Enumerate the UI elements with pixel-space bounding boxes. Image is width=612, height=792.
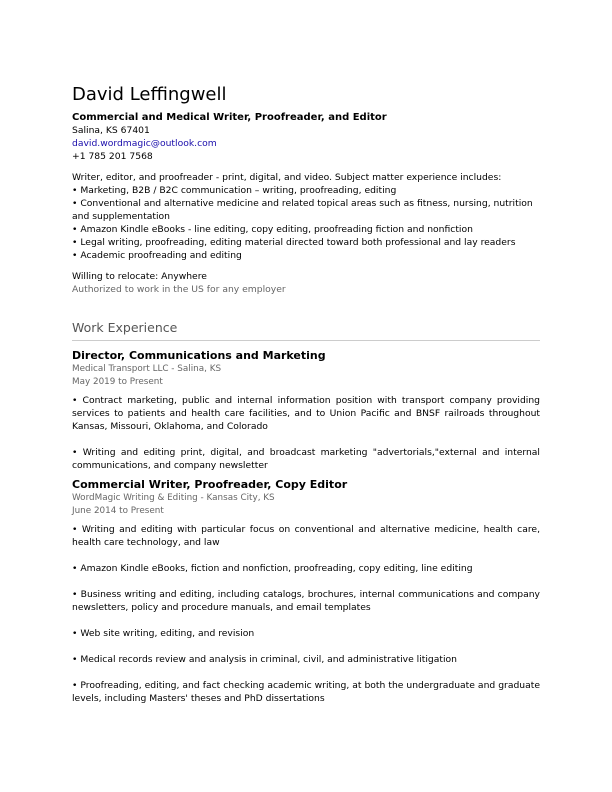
summary-item: • Conventional and alternative medicine and related topical areas such as fitness, nursing, nutrition and supplementation: [72, 198, 533, 222]
job-description: [72, 394, 540, 472]
candidate-headline: Commercial and Medical Writer, Proofreader, and Editor: [72, 112, 387, 123]
job-company: Medical Transport LLC - Salina, KS: [72, 364, 222, 374]
job-dates: May 2019 to Present: [72, 377, 163, 387]
summary-intro: Writer, editor, and proofreader - print, digital, and video. Subject matter experience includes:: [72, 172, 502, 183]
summary-item: • Academic proofreading and editing: [72, 250, 242, 261]
summary-section: [72, 171, 540, 262]
job-bullet: • Amazon Kindle eBooks, fiction and nonfiction, proofreading, copy editing, line editing: [72, 563, 473, 574]
job-company: WordMagic Writing & Editing - Kansas City, KS: [72, 493, 275, 503]
candidate-phone: +1 785 201 7568: [72, 151, 153, 162]
summary-item: • Amazon Kindle eBooks - line editing, copy editing, proofreading fiction and nonfiction: [72, 224, 473, 235]
job-description: [72, 523, 540, 705]
job-bullet: • Web site writing, editing, and revision: [72, 628, 255, 639]
job-bullet: • Contract marketing, public and internal information position with transport company providing services to patients and health care facilities, and to Union Pacific and BNSF railroads throughout Kansas, Missouri, Oklahoma, and Colorado: [72, 395, 540, 432]
job-title: Commercial Writer, Proofreader, Copy Editor: [72, 478, 348, 491]
candidate-name: David Leffingwell: [72, 84, 227, 105]
summary-item: • Marketing, B2B / B2C communication – writing, proofreading, editing: [72, 185, 397, 196]
job-bullet: • Medical records review and analysis in criminal, civil, and administrative litigation: [72, 654, 457, 665]
resume-content: [72, 84, 540, 705]
job-bullet: • Writing and editing print, digital, and broadcast marketing "advertorials,"external and internal communications, and company newsletter: [72, 447, 540, 471]
job-entry: [72, 478, 540, 705]
summary-item: • Legal writing, proofreading, editing material directed toward both professional and lay readers: [72, 237, 516, 248]
job-title: Director, Communications and Marketing: [72, 349, 326, 362]
job-bullet: • Proofreading, editing, and fact checking academic writing, at both the undergraduate and graduate levels, including Masters' theses and PhD dissertations: [72, 680, 540, 704]
relocation-preference: Willing to relocate: Anywhere: [72, 271, 207, 282]
job-entry: [72, 349, 540, 472]
candidate-location: Salina, KS 67401: [72, 125, 150, 136]
work-authorization: Authorized to work in the US for any employer: [72, 284, 286, 295]
job-bullet: • Writing and editing with particular focus on conventional and alternative medicine, health care, health care technology, and law: [72, 524, 540, 548]
relocation-section: [72, 270, 540, 296]
work-experience-heading: Work Experience: [72, 320, 540, 341]
job-dates: June 2014 to Present: [72, 506, 164, 516]
job-bullet: • Business writing and editing, including catalogs, brochures, internal communications and company newsletters, policy and procedure manuals, and email templates: [72, 589, 540, 613]
candidate-email-link[interactable]: david.wordmagic@outlook.com: [72, 138, 217, 149]
